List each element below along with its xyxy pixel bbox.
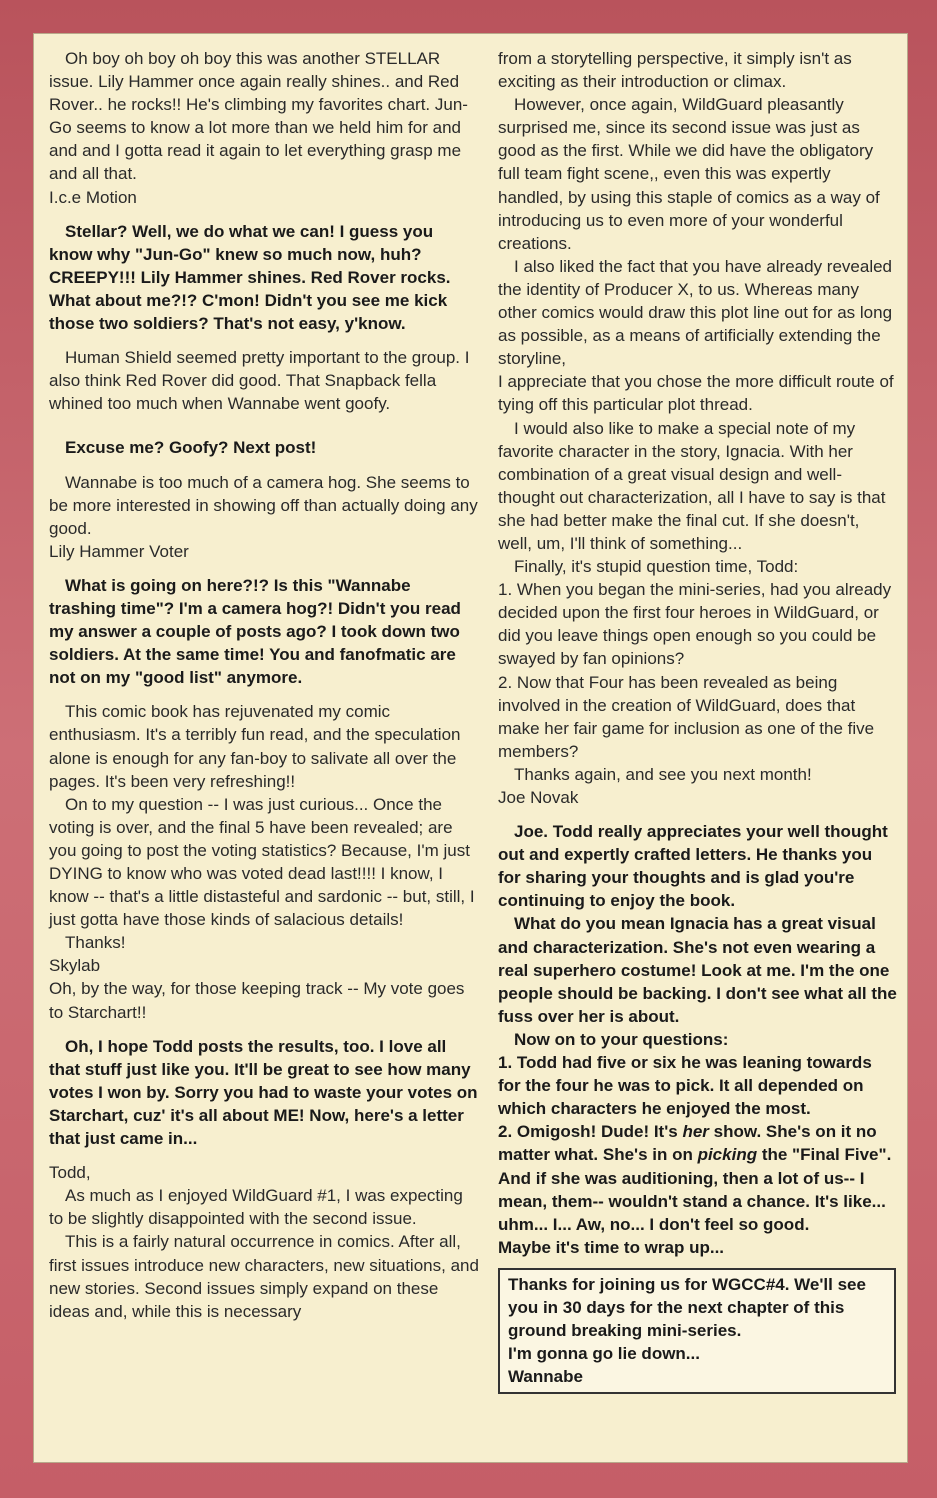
letter-salutation: Todd, xyxy=(49,1163,91,1183)
letter-signature: Skylab xyxy=(49,956,101,976)
answer-text: 2. Omigosh! Dude! It's xyxy=(498,1122,683,1142)
letter-question: 2. Now that Four has been revealed as being involved in the creation of WildGuard, does that make her fair game for inclusion as one of the five members? xyxy=(498,672,875,761)
letter-text: As much as I enjoyed WildGuard #1, I was expecting to be slightly disappointed with the second issue. xyxy=(49,1186,463,1229)
wannabe-reply: Oh, I hope Todd posts the results, too. I love all that stuff just like you. It'll be great to see how many votes I won by. Sorry you had to waste your votes on Starchart, cuz' it's all about ME! Now, here's a letter that just came in... xyxy=(49,1036,478,1149)
letter-text: I would also like to make a special note of my favorite character in the story, Ignacia. With her combination of a great visual design and well-thought out characterization, all I have to say is that she had better make the final cut. If she doesn't, well, um, I'll think of something... xyxy=(498,418,886,553)
letter-text: Oh boy oh boy oh boy this was another STELLAR issue. Lily Hammer once again really shines.. and Red Rover.. he rocks!! He's climbing my favorites chart. Jun-Go seems to know a lot more than we held him for and and and I gotta read it again to let everything grasp me and all that. xyxy=(49,49,468,184)
answer-text: show. She's on it no matter what. She's in on xyxy=(498,1122,877,1165)
letter-signature: Joe Novak xyxy=(498,788,579,807)
answer-emphasis: picking xyxy=(697,1145,758,1165)
wannabe-reply: Stellar? Well, we do what we can! I guess you know why "Jun-Go" knew so much now, huh? CREEPY!!! Lily Hammer shines. Red Rover rocks. What about me?!? C'mon! Didn't you see me kick those two soldiers? That's not easy, y'know. xyxy=(49,221,451,334)
right-column xyxy=(498,47,898,1394)
letter-text: I appreciate that you chose the more difficult route of tying off this particular plot thread. xyxy=(498,372,894,415)
letter-text: Thanks! xyxy=(65,933,126,953)
wannabe-reply: Maybe it's time to wrap up... xyxy=(498,1237,725,1257)
letter-signature: I.c.e Motion xyxy=(49,187,137,207)
letter-text: However, once again, WildGuard pleasantly surprised me, since its second issue was just as good as the first. While we did have the obligatory full team fight scene,, even this was expertly handled, by using this staple of comics as a way of introducing us to even more of your wonderful creations. xyxy=(498,95,880,253)
letter-text: from a storytelling perspective, it simply isn't as exciting as their introduction or climax. xyxy=(498,49,852,92)
letter-text: On to my question -- I was just curious... Once the voting is over, and the final 5 have been revealed; are you going to post the voting statistics? Because, I'm just DYING to know who was voted dead last!!!! I know, I know -- that's a little distasteful and sardonic -- but, still, I just gotta have those kinds of salacious details! xyxy=(49,794,475,930)
closing-signature: Wannabe xyxy=(508,1367,583,1387)
closing-text: I'm gonna go lie down... xyxy=(508,1344,700,1364)
wannabe-reply: Joe. Todd really appreciates your well thought out and expertly crafted letters. He thanks you for sharing your thoughts and is glad you're continuing to enjoy the book. xyxy=(498,822,888,911)
wannabe-answer xyxy=(498,1120,898,1235)
wannabe-reply: Excuse me? Goofy? Next post! xyxy=(65,438,317,458)
answer-text: the "Final Five". And if she was auditioning, then a lot of us-- I mean, them-- wouldn't stand a chance. It's like... uhm... I... Aw, no... I don't feel so good. xyxy=(498,1145,892,1234)
letter-text: Oh, by the way, for those keeping track -- My vote goes to Starchart!! xyxy=(49,979,465,1022)
left-column xyxy=(49,47,481,1323)
wannabe-reply: What is going on here?!? Is this "Wannabe trashing time"? I'm a camera hog?! Didn't you read my answer a couple of posts ago? I took down two soldiers. At the same time! You and fanofmatic are not on my "good list" anymore. xyxy=(49,575,461,688)
letter-text: Wannabe is too much of a camera hog. She seems to be more interested in showing off than actually doing any good. xyxy=(49,472,478,538)
letter-question: 1. When you began the mini-series, had you already decided upon the first four heroes in WildGuard, or did you leave things open enough so you could be swayed by fan opinions? xyxy=(498,580,892,669)
letter-text: I also liked the fact that you have already revealed the identity of Producer X, to us. Whereas many other comics would draw this plot line out for as long as possible, as a means of artificially extending the storyline, xyxy=(498,256,893,369)
letter-text: This comic book has rejuvenated my comic enthusiasm. It's a terribly fun read, and the speculation alone is enough for any fan-boy to salivate all over the pages. It's been very refreshing!! xyxy=(49,702,461,791)
letters-page xyxy=(33,33,908,1463)
letter-text: Human Shield seemed pretty important to the group. I also think Red Rover did good. That Snapback fella whined too much when Wannabe went goofy. xyxy=(49,348,470,414)
letter-text: This is a fairly natural occurrence in comics. After all, first issues introduce new characters, new situations, and new stories. Second issues simply expand on these ideas and, while this is necessary xyxy=(49,1232,479,1321)
letter-text: Finally, it's stupid question time, Todd: xyxy=(514,557,799,577)
closing-text: Thanks for joining us for WGCC#4. We'll see you in 30 days for the next chapter of this ground breaking mini-series. xyxy=(508,1274,866,1341)
letter-signature: Lily Hammer Voter xyxy=(49,541,189,561)
wannabe-reply: What do you mean Ignacia has a great visual and characterization. She's not even wearing a real superhero costume! Look at me. I'm the one people should be backing. I don't see what all the fuss over her is about. xyxy=(498,914,897,1026)
answer-emphasis: her xyxy=(682,1122,709,1142)
closing-box xyxy=(498,1268,896,1394)
letter-text: Thanks again, and see you next month! xyxy=(514,764,812,784)
wannabe-answer: 1. Todd had five or six he was leaning towards for the four he was to pick. It all depended on which characters he enjoyed the most. xyxy=(498,1053,872,1119)
wannabe-reply: Now on to your questions: xyxy=(514,1029,729,1049)
